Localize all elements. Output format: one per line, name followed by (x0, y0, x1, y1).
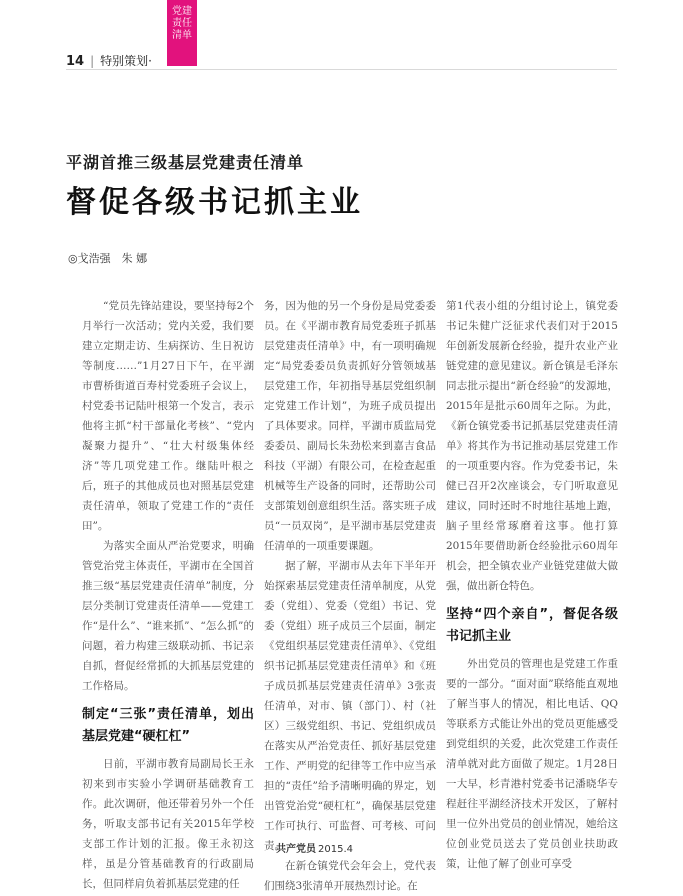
paragraph: 日前，平湖市教育局副局长王永初来到市实验小学调研基础教育工作。此次调研，他还带着另外一个任务，听取支部书记有关2015年学校支部工作计划的汇报。像王永初这样，虽是分管基础教育的行政副局长，但同样肩负着抓基层党建的任 (82, 758, 254, 890)
paragraph: 外出党员的管理也是党建工作重要的一部分。“面对面”联络能直观地了解当事人的情况，相比电话、QQ等联系方式能让外出的党员更能感受到党组织的关爱，此次党建工作责任清单就对此方面做了规定。1月28日一大早，杉青港村党委书记潘晓华专程赶往平湖经济技术开发区，了解村里一位外出党员的创业情况，她给这位创业党员送去了党员创业扶助政策，让他了解了创业可享受 (446, 658, 618, 870)
text-column-3 (446, 296, 618, 874)
header-separator: | (90, 54, 95, 68)
paragraph: 在新仓镇党代会年会上，党代表们围绕3张清单开展热烈讨论。在 (264, 860, 436, 892)
section-tag (167, 0, 197, 66)
article-title: 督促各级书记抓主业 (66, 185, 363, 220)
text-column-2 (264, 296, 436, 896)
section-tag-line-1: 党建 (172, 6, 192, 17)
paragraph: “党员先锋站建设，要坚持每2个月举行一次活动；党内关爱，我们要建立定期走访、生病探访、生日祝访等制度……”1月27日下午，在平湖市曹桥街道百寿村党委班子会议上，村党委书记陆叶根第一个发言，表示他将主抓“村干部量化考核”、“党内凝聚力提升”、“壮大村级集体经济”等几项党建工作。继陆叶根之后，班子的其他成员也对照基层党建责任清单，领取了党建工作的“责任田”。 (82, 300, 254, 532)
article-author: ◎戈浩强 朱 娜 (68, 252, 148, 265)
page-number: 14 (66, 54, 85, 69)
page-footer (276, 840, 353, 855)
issue-number: 2015.4 (318, 844, 353, 855)
section-tag-line-2: 责任 (172, 18, 192, 29)
magazine-name: 共产党员 (276, 844, 316, 855)
section-heading: 制定“三张”责任清单，划出基层党建“硬杠杠” (82, 707, 254, 744)
text-column-1 (82, 296, 254, 894)
paragraph: 务，因为他的另一个身份是局党委委员。在《平湖市教育局党委班子抓基层党建责任清单》中，有一项明确规定“局党委委员负责抓好分管领域基层党建工作，年初指导基层党组织制定党建工作计划”，为班子成员提出了具体要求。同样，平湖市质监局党委委员、副局长朱劲松来到嘉吉食品科技（平湖）有限公司，在检查起重机械等生产设备的同时，还帮助公司支部策划创意组织生活。落实班子成员“一员双岗”，是平湖市基层党建责任清单的一项重要课题。 (264, 300, 436, 552)
header-rule (66, 69, 617, 70)
section-tag-line-3: 清单 (172, 30, 192, 41)
paragraph: 第1代表小组的分组讨论上，镇党委书记朱健广泛征求代表们对于2015年创新发展新仓经验，提升农业产业链党建的意见建议。新仓镇是毛泽东同志批示提出“新仓经验”的发源地，2015年是批示60周年之际。为此，《新仓镇党委书记抓基层党建责任清单》将其作为书记推动基层党建工作的一项重要内容。作为党委书记，朱健已召开2次座谈会，专门听取意见建议，同时还时不时地往基地上跑，脑子里经常琢磨着这事。他打算2015年要借助新仓经验批示60周年机会，把全镇农业产业链党建做大做强，做出新仓特色。 (446, 300, 618, 592)
paragraph: 为落实全面从严治党要求，明确管党治党主体责任，平湖市在全国首推三级“基层党建责任清单”制度，分层分类制订党建责任清单——党建工作“是什么”、“谁来抓”、“怎么抓”的问题，着力构建三级联动抓、书记亲自抓，督促经常抓的大抓基层党建的工作格局。 (82, 540, 254, 692)
running-header (66, 52, 152, 69)
article-subtitle: 平湖首推三级基层党建责任清单 (66, 153, 305, 172)
section-heading: 坚持“四个亲自”，督促各级书记抓主业 (446, 607, 618, 644)
section-name: 特别策划· (100, 54, 152, 68)
paragraph: 据了解，平湖市从去年下半年开始探索基层党建责任清单制度，从党委（党组）、党委（党组）书记、党委（党组）班子成员三个层面，制定《党组织基层党建责任清单》、《党组织书记抓基层党建责任清单》和《班子成员抓基层党建责任清单》3张责任清单，对市、镇（部门）、村（社区）三级党组织、书记、党组织成员在落实从严治党责任、抓好基层党建工作、严明党的纪律等工作中应当承担的“责任”给予清晰明确的界定，划出管党治党“硬杠杠”，确保基层党建工作可执行、可监督、可考核、可问责。 (264, 560, 436, 852)
